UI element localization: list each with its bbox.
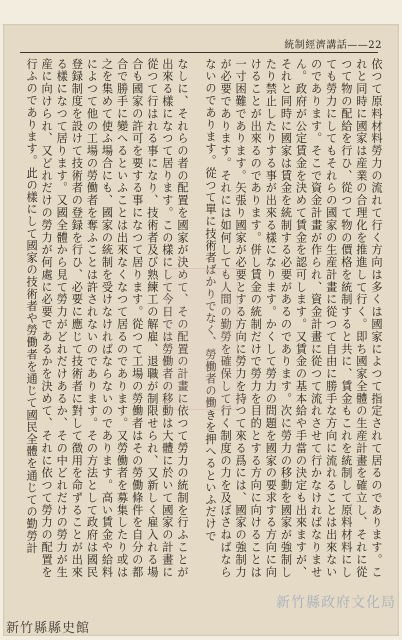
archive-stamp: 新竹縣縣史館 [6, 621, 91, 636]
faded-seal-stamp [166, 268, 238, 410]
running-head: 統制經濟講話——22 [284, 40, 382, 51]
archive-watermark: 新竹縣政府文化局 [276, 595, 396, 611]
right-text-column: 依つて原料材料勞力の流れて行く方向は多くは國家によつて指定されて居るのであります。これと同時に國家は産業の合理化を推進して行く。即ち國家全體の生産計畫を確立し、それに從つて物の配給を行ひ、從つて物の價格を統制すると共に、賃金もこれを統制して原料材料にしても勞力にしてもそれらの國家の生産計畫に從つて自由に勝手な方向に流れることは出來ないのであります。そこで資金計畫が作られ、資金計畫に從つて流れさせて行かなければなりません。政府が公定賃金を決めて賃金を認可します。又賃金の基本給や手當の決定も出來ますが、それと同時に國家は賃金を統制する必要があるのであります。次に勞力の移動を國家が強制したり禁止したりする事が出來る樣になります。かくして勞力の問題を國家の要求する方向に向けることが出來るのであります。併し賃金の統制だけで勞力を目的とする方向に向けることは一寸困難であります。矢張り國家が必要とする方向に勞力を持つて來る爲には、國家の強制力が必要であります。それには如何しても人間の勤勞を確保して行く制度の力を及ぼさねばならないのであります。從つて單に技術者ばかりでなく、勞働者の働きを押へるといふだけで [203, 58, 383, 578]
header-rule [20, 52, 378, 53]
left-text-column: なしに、それらの者の配置を國家が決めて、その配置の計畫に依つて勞力の統制を行ふことが出來る樣になつて居ります。この樣にして今日では勞働者の移動は大體に於いて國家の計畫に從つて行はれる事になり、技術者及び熟練工の解雇、退職が制限せられ、又新しく雇入れる場合も國家の許可を要する事になつて居ります。從つて工場の勞働者はその勞働條件を自分の都合で勝手に變へるといふことは出來なくなつて居るのであります。又勞働者を募集したり或は之を集めて使ふ場合にも、國家の統制を受けなければならないのであります。高い賃金や給料によつて他の工場の勞働者を奪ふことは許されないのであります。その方法として政府は國民登録制度を設けて技術者の登録を行ひ、必要に應じて技術者に對して徴用を命ずることが出來る樣になつて居ります。又國全體から見て勞力がどれだけあるか、その中どれだけの勞力が生産に向けられ、又どれだけの勞力が何處に必要であるかを決めて、それに依つて勞力の配置を行ふのであります。此の樣にして國家の技術者や勞働者を通じて國民全體を通じての勤勞計 [25, 58, 189, 578]
